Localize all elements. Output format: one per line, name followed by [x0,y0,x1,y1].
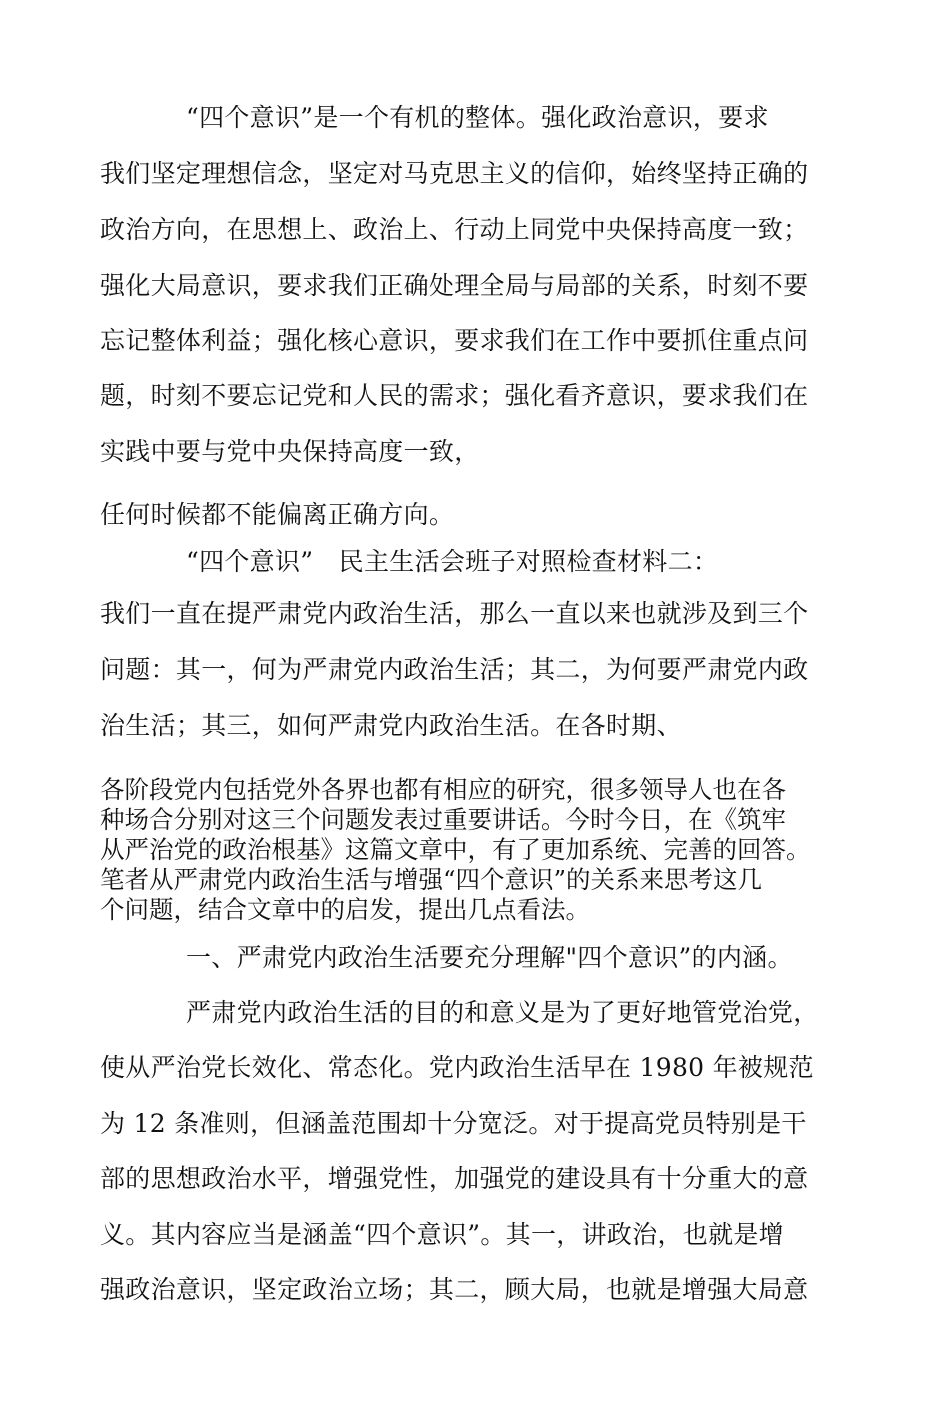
paragraph-line: 个问题，结合文章中的启发，提出几点看法。 [100,895,590,924]
subsection-heading: 一、严肃党内政治生活要充分理解"四个意识”的内涵。 [186,943,793,972]
paragraph-line: 严肃党内政治生活的目的和意义是为了更好地管党治党， [186,998,819,1027]
paragraph-line: 使从严治党长效化、常态化。党内政治生活早在 1980 年被规范 [100,1053,814,1082]
paragraph-line: 为 12 条准则，但涵盖范围却十分宽泛。对于提高党员特别是干 [100,1109,807,1138]
paragraph-line: “四个意识”是一个有机的整体。强化政治意识，要求 [186,103,769,132]
paragraph-line: 从严治党的政治根基》这篇文章中，有了更加系统、完善的回答。 [100,835,811,864]
paragraph-line: 部的思想政治水平，增强党性，加强党的建设具有十分重大的意 [100,1164,809,1193]
paragraph-line: 笔者从严肃党内政治生活与增强“四个意识”的关系来思考这几 [100,865,763,894]
paragraph-line: 我们坚定理想信念，坚定对马克思主义的信仰，始终坚持正确的 [100,159,809,188]
paragraph-line: 义。其内容应当是涵盖“四个意识”。其一，讲政治，也就是增 [100,1220,784,1249]
paragraph-line: 实践中要与党中央保持高度一致， [100,437,480,466]
paragraph-line: 种场合分别对这三个问题发表过重要讲话。今时今日，在《筑牢 [100,805,786,834]
paragraph-line: 各阶段党内包括党外各界也都有相应的研究，很多领导人也在各 [100,775,786,804]
paragraph-line: 强政治意识，坚定政治立场；其二，顾大局，也就是增强大局意 [100,1275,809,1304]
paragraph-line: 问题：其一，何为严肃党内政治生活；其二，为何要严肃党内政 [100,655,809,684]
paragraph-line: 治生活；其三，如何严肃党内政治生活。在各时期、 [100,711,682,740]
section-heading: “四个意识” 民主生活会班子对照检查材料二： [186,547,719,576]
paragraph-line: 我们一直在提严肃党内政治生活，那么一直以来也就涉及到三个 [100,599,809,628]
paragraph-line: 忘记整体利益；强化核心意识，要求我们在工作中要抓住重点问 [100,326,809,355]
paragraph-line: 任何时候都不能偏离正确方向。 [100,500,455,529]
paragraph-line: 强化大局意识，要求我们正确处理全局与局部的关系，时刻不要 [100,271,809,300]
paragraph-line: 政治方向，在思想上、政治上、行动上同党中央保持高度一致； [100,215,809,244]
paragraph-line: 题，时刻不要忘记党和人民的需求；强化看齐意识，要求我们在 [100,381,809,410]
